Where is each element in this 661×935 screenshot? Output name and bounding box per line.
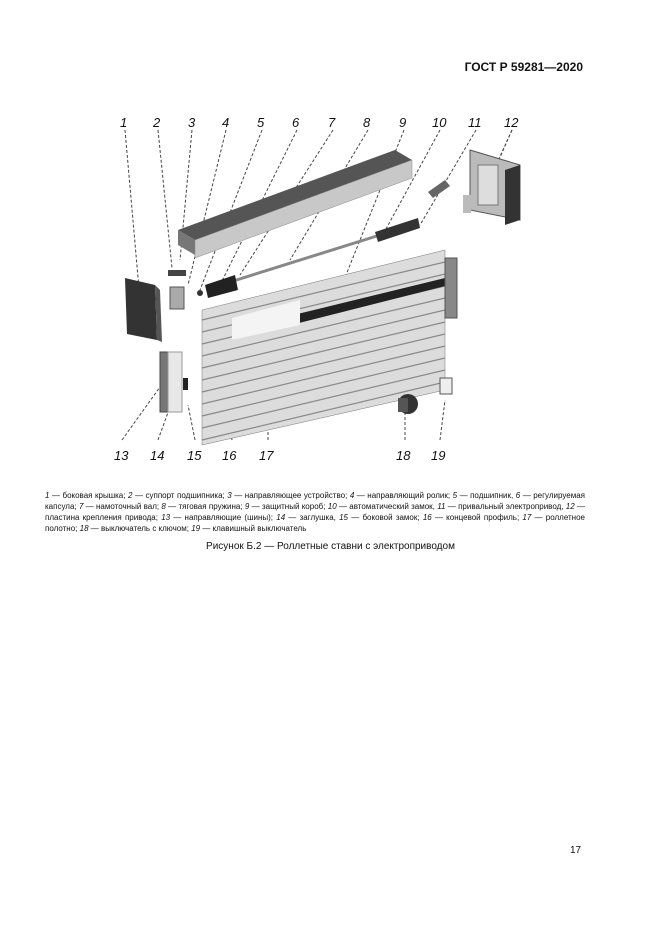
label-13: 13 [114, 448, 129, 463]
label-14: 14 [150, 448, 165, 463]
label-16: 16 [222, 448, 237, 463]
label-15: 15 [187, 448, 202, 463]
label-19: 19 [431, 448, 446, 463]
label-7: 7 [328, 115, 336, 130]
label-1: 1 [120, 115, 128, 130]
label-6: 6 [292, 115, 300, 130]
label-11: 11 [468, 115, 482, 130]
label-18: 18 [396, 448, 411, 463]
label-4: 4 [222, 115, 230, 130]
figure-legend: 1 — боковая крышка; 2 — суппорт подшипника; 3 — направляющее устройство; 4 — направляющий ролик; 5 — подшипник, 6 — регулируемая капсула; 7 — намоточный вал; 8 — тяговая пружина; 9 — защитный короб; 10 — автоматический замок, 11 — привальный электропривод, 12 — пластина крепления привода; 13 — направляющие (шины); 14 — заглушка, 15 — боковой замок; 16 — концевой профиль; 17 — роллетное полотно; 18 — выключатель с ключом; 19 — клавишный выключатель [45, 491, 586, 533]
label-5: 5 [257, 115, 265, 130]
label-12: 12 [504, 115, 519, 130]
top-number-labels [120, 115, 519, 130]
label-8: 8 [363, 115, 371, 130]
label-2: 2 [153, 115, 161, 130]
bottom-number-labels [114, 448, 445, 463]
label-10: 10 [432, 115, 447, 130]
label-3: 3 [188, 115, 196, 130]
label-9: 9 [399, 115, 407, 130]
page-number: 17 [570, 845, 582, 856]
figure-caption: Рисунок Б.2 — Роллетные ставни с электроприводом [206, 541, 455, 552]
document-standard-number: ГОСТ Р 59281—2020 [464, 60, 583, 74]
label-17: 17 [259, 448, 274, 463]
